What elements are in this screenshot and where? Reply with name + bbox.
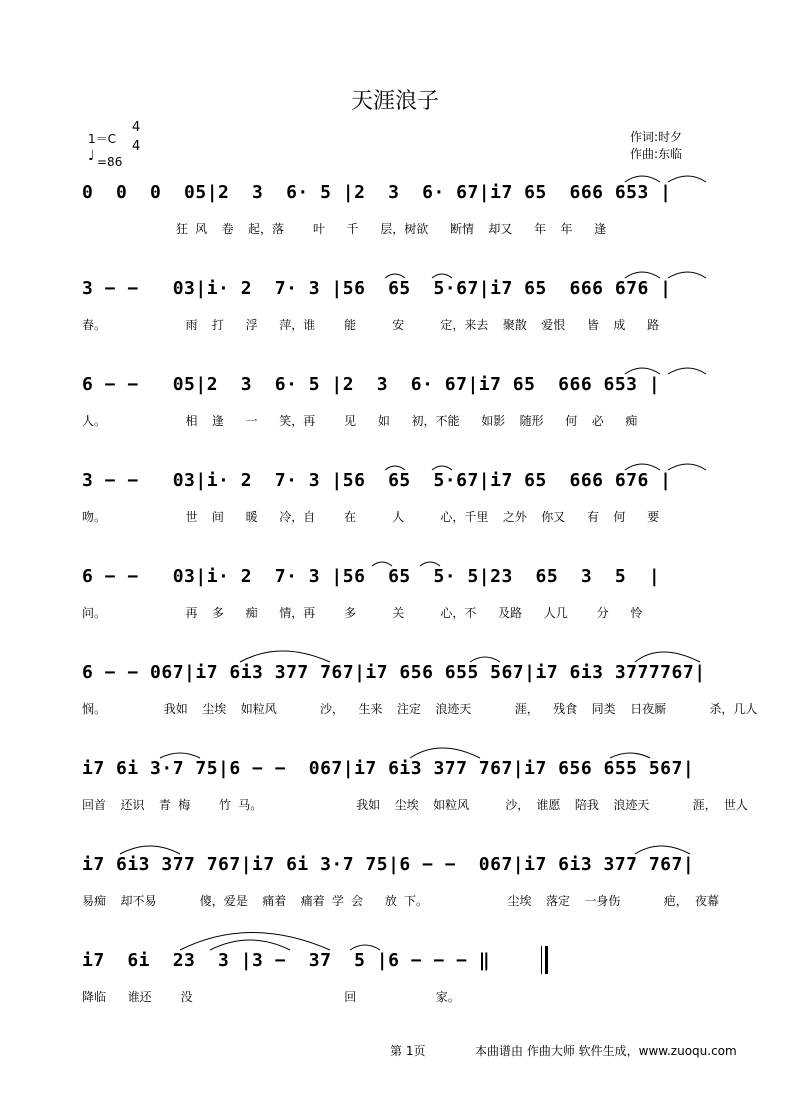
software-credit: 本曲谱由 作曲大师 软件生成，www.zuoqu.com	[475, 1044, 737, 1058]
song-title: 天涯浪子	[350, 89, 439, 114]
lyrics-line: 吻。 世 间 暖 冷，自 在 人 心，千里 之外 你又 有 何 要	[82, 510, 660, 524]
notation-line: 6 − − 05|2 3 6· 5 |2 3 6· 67|i7 65 666 653 |	[82, 374, 661, 395]
lyrics-line: 回首 还识 青 梅 竹 马。 我如 尘埃 如粒风 沙， 谁愿 陪我 浪迹天 涯， 世人	[82, 798, 748, 812]
notation-line: i7 6i 23 3 |3 − 37 5 |6 − − − ‖	[82, 950, 491, 971]
notation-line: i7 6i3 377 767|i7 6i 3·7 75|6 − − 067|i7 6i3 377 767|	[82, 854, 695, 875]
notation-line: i7 6i 3·7 75|6 − − 067|i7 6i3 377 767|i7 656 655 567|	[82, 758, 695, 779]
notation-line: 3 − − 03|i· 2 7· 3 |56 65 5·67|i7 65 666 676 |	[82, 278, 672, 299]
lyrics-line: 易痴 却不易 傻，爱是 痛着 痛着 学 会 放 下。 尘埃 落定 一身伤 疤， 夜幕	[82, 894, 719, 908]
notation-line: 3 − − 03|i· 2 7· 3 |56 65 5·67|i7 65 666 676 |	[82, 470, 672, 491]
lyrics-line: 悯。 我如 尘埃 如粒风 沙， 生来 注定 浪迹天 涯， 残食 同类 日夜厮 杀，几人	[82, 702, 758, 716]
lyrics-line: 问。 再 多 痴 情，再 多 关 心，不 及路 人几 分 怜	[82, 606, 643, 620]
notation-line: 6 − − 03|i· 2 7· 3 |56 65 5· 5|23 65 3 5 |	[82, 566, 661, 587]
final-barline-thin	[541, 946, 542, 974]
quarter-note-icon: ♩	[88, 148, 95, 164]
notation-line: 6 − − 067|i7 6i3 377 767|i7 656 655 567|i7 6i3 3777767|	[82, 662, 706, 683]
lyricist: 作词:时夕	[630, 130, 683, 144]
time-signature-top: 4	[132, 120, 141, 135]
lyrics-line: 降临 谁还 没 回 家。	[82, 990, 460, 1004]
final-barline-thick	[545, 946, 548, 974]
lyrics-line: 春。 雨 打 浮 萍，谁 能 安 定，来去 聚散 爱恨 皆 成 路	[82, 318, 660, 332]
tempo-marking: =86	[97, 155, 123, 169]
composer: 作曲:东临	[630, 147, 683, 161]
time-signature-bottom: 4	[132, 139, 141, 154]
lyrics-line: 狂 风 卷 起，落 叶 千 层，树欲 断情 却又 年 年 逢	[82, 222, 607, 236]
key-signature: 1＝C	[88, 132, 117, 146]
notation-line: 0 0 0 05|2 3 6· 5 |2 3 6· 67|i7 65 666 653 |	[82, 182, 672, 203]
lyrics-line: 人。 相 逢 一 笑，再 见 如 初，不能 如影 随形 何 必 痴	[82, 414, 638, 428]
page-number: 第 1页	[390, 1044, 426, 1058]
